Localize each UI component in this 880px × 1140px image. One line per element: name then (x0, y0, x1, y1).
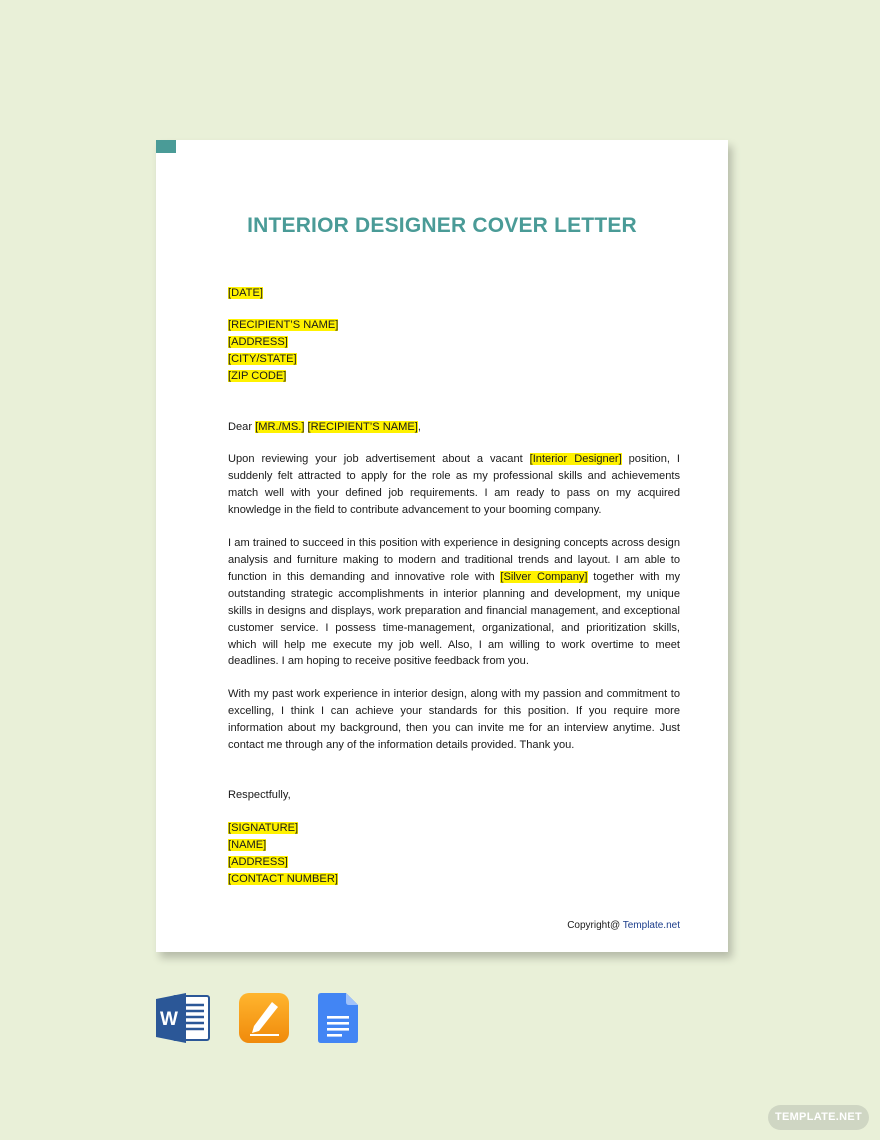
letter-body (228, 285, 680, 887)
copyright-brand[interactable]: Template.net (622, 920, 680, 931)
contact-placeholder: [CONTACT NUMBER] (228, 872, 338, 885)
watermark-badge: TEMPLATE.NET (768, 1105, 869, 1130)
copyright (567, 920, 680, 931)
recipient-address: [ADDRESS] (228, 335, 288, 348)
paragraph-3: With my past work experience in interior design, along with my passion and commitment to excelling, I think I can achieve your standards for this position. If you require more information about my background, then you can invite me for an interview anytime. Just contact me through any of the information details provided. Thank you. (228, 688, 680, 752)
recipient-block (228, 317, 680, 385)
salutation-name: [RECIPIENT’S NAME] (307, 420, 418, 433)
salutation-suffix: , (417, 420, 421, 433)
signature-block (228, 820, 680, 888)
salutation (228, 419, 680, 436)
salutation-prefix: Dear (228, 420, 256, 433)
letter-page (156, 140, 728, 952)
corner-accent (156, 140, 176, 153)
pages-icon[interactable] (239, 993, 289, 1043)
company-placeholder: [Silver Company] (500, 570, 588, 583)
copyright-prefix: Copyright@ (567, 920, 623, 931)
closing: Respectfully, (228, 788, 291, 801)
paragraph-2 (228, 535, 680, 670)
paragraph-2-before: I am trained to succeed in this position with experience in designing concepts across design analysis and furniture making to modern and traditional trends and layout. I am able to function in this demanding and innovative role with (228, 537, 680, 583)
paragraph-1 (228, 451, 680, 519)
page-title: INTERIOR DESIGNER COVER LETTER (247, 214, 637, 237)
paragraph-1-before: Upon reviewing your job advertisement about a vacant (228, 453, 530, 466)
address-placeholder: [ADDRESS] (228, 855, 288, 868)
date-block (228, 285, 680, 302)
paragraph-1-after: position, I suddenly felt attracted to apply for the role as my professional skills and achievements match well with your defined job requirements. I am ready to pass on my acquired knowledge in the field to contribute advancement to your booming company. (228, 453, 680, 517)
position-placeholder: [Interior Designer] (529, 453, 622, 466)
name-placeholder: [NAME] (228, 838, 267, 851)
google-docs-icon[interactable] (318, 993, 358, 1043)
date-placeholder: [DATE] (228, 287, 263, 299)
recipient-zip: [ZIP CODE] (228, 369, 287, 382)
recipient-city-state: [CITY/STATE] (228, 352, 297, 365)
salutation-title: [MR./MS.] (255, 420, 305, 433)
recipient-name: [RECIPIENT’S NAME] (228, 318, 339, 331)
word-icon[interactable] (156, 993, 210, 1043)
signature-placeholder: [SIGNATURE] (228, 821, 299, 834)
svg-text:W: W (160, 1009, 178, 1030)
paragraph-2-after: together with my outstanding strategic accomplishments in interior planning and development, my unique skills in designs and displays, work preparation and financial management, and exceptional customer service. I possess time-management, organizational, and prioritization skills, which will help me execute my job well. Also, I am willing to work overtime to meet deadlines. I am hoping to receive positive feedback from you. (228, 570, 680, 668)
